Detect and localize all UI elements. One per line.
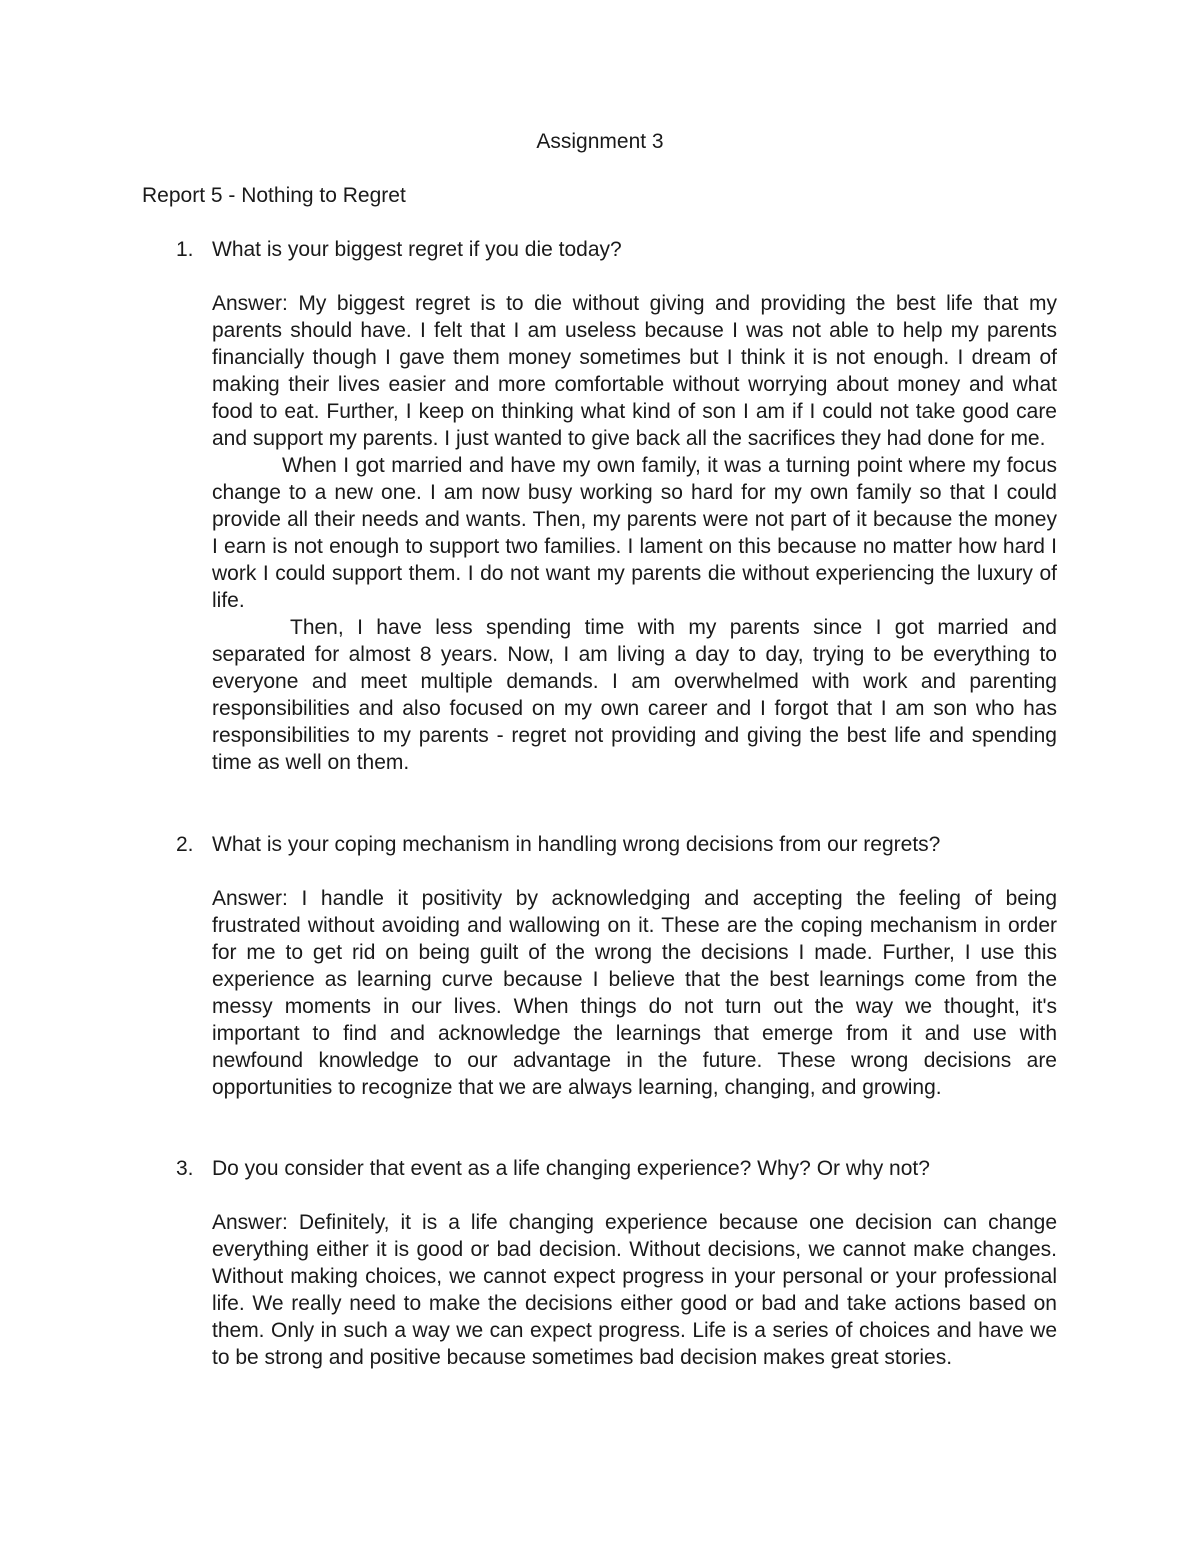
- answer-paragraph: Answer: I handle it positivity by acknowledging and accepting the feeling of being frustrated without avoiding and wallowing on it. These are the coping mechanism in order for me to get rid on being guilt of the wrong the decisions I made. Further, I use this experience as learning curve because I believe that the best learnings come from the messy moments in our lives. When things do not turn out the way we thought, it's important to find and acknowledge the learnings that emerge from it and use with newfound knowledge to our advantage in the future. These wrong decisions are opportunities to recognize that we are always learning, changing, and growing.: [212, 887, 1057, 1099]
- answer-3: [212, 1209, 1057, 1371]
- question-number: 3.: [176, 1157, 194, 1180]
- answer-paragraph: Answer: Definitely, it is a life changing experience because one decision can change everything either it is good or bad decision. Without decisions, we cannot make changes. Without making choices, we cannot expect progress in your personal or your professional life. We really need to make the decisions either good or bad and take actions based on them. Only in such a way we can expect progress. Life is a series of choices and have we to be strong and positive because sometimes bad decision makes great stories.: [212, 1211, 1057, 1369]
- question-number: 1.: [176, 238, 194, 261]
- answer-paragraph: Answer: My biggest regret is to die without giving and providing the best life that my parents should have. I felt that I am useless because I was not able to help my parents financially though I gave them money sometimes but I think it is not enough. I dream of making their lives easier and more comfortable without worrying about money and what food to eat. Further, I keep on thinking what kind of son I am if I could not take good care and support my parents. I just wanted to give back all the sacrifices they had done for me.: [212, 292, 1057, 450]
- question-text: What is your biggest regret if you die today?: [212, 238, 622, 261]
- document-title: Assignment 3: [536, 130, 664, 153]
- question-number: 2.: [176, 833, 194, 856]
- question-text: What is your coping mechanism in handling wrong decisions from our regrets?: [212, 833, 941, 856]
- answer-2: [212, 885, 1057, 1101]
- answer-paragraph: Then, I have less spending time with my parents since I got married and separated for almost 8 years. Now, I am living a day to day, trying to be everything to everyone and meet multiple demands. I am overwhelmed with work and parenting responsibilities and also focused on my own career and I forgot that I am son who has responsibilities to my parents - regret not providing and giving the best life and spending time as well on them.: [212, 616, 1057, 774]
- report-title: Report 5 - Nothing to Regret: [142, 184, 406, 207]
- answer-paragraph: When I got married and have my own family, it was a turning point where my focus change to a new one. I am now busy working so hard for my own family so that I could provide all their needs and wants. Then, my parents were not part of it because the money I earn is not enough to support two families. I lament on this because no matter how hard I work I could support them. I do not want my parents die without experiencing the luxury of life.: [212, 454, 1057, 612]
- answer-1: [212, 290, 1057, 776]
- question-text: Do you consider that event as a life changing experience? Why? Or why not?: [212, 1157, 930, 1180]
